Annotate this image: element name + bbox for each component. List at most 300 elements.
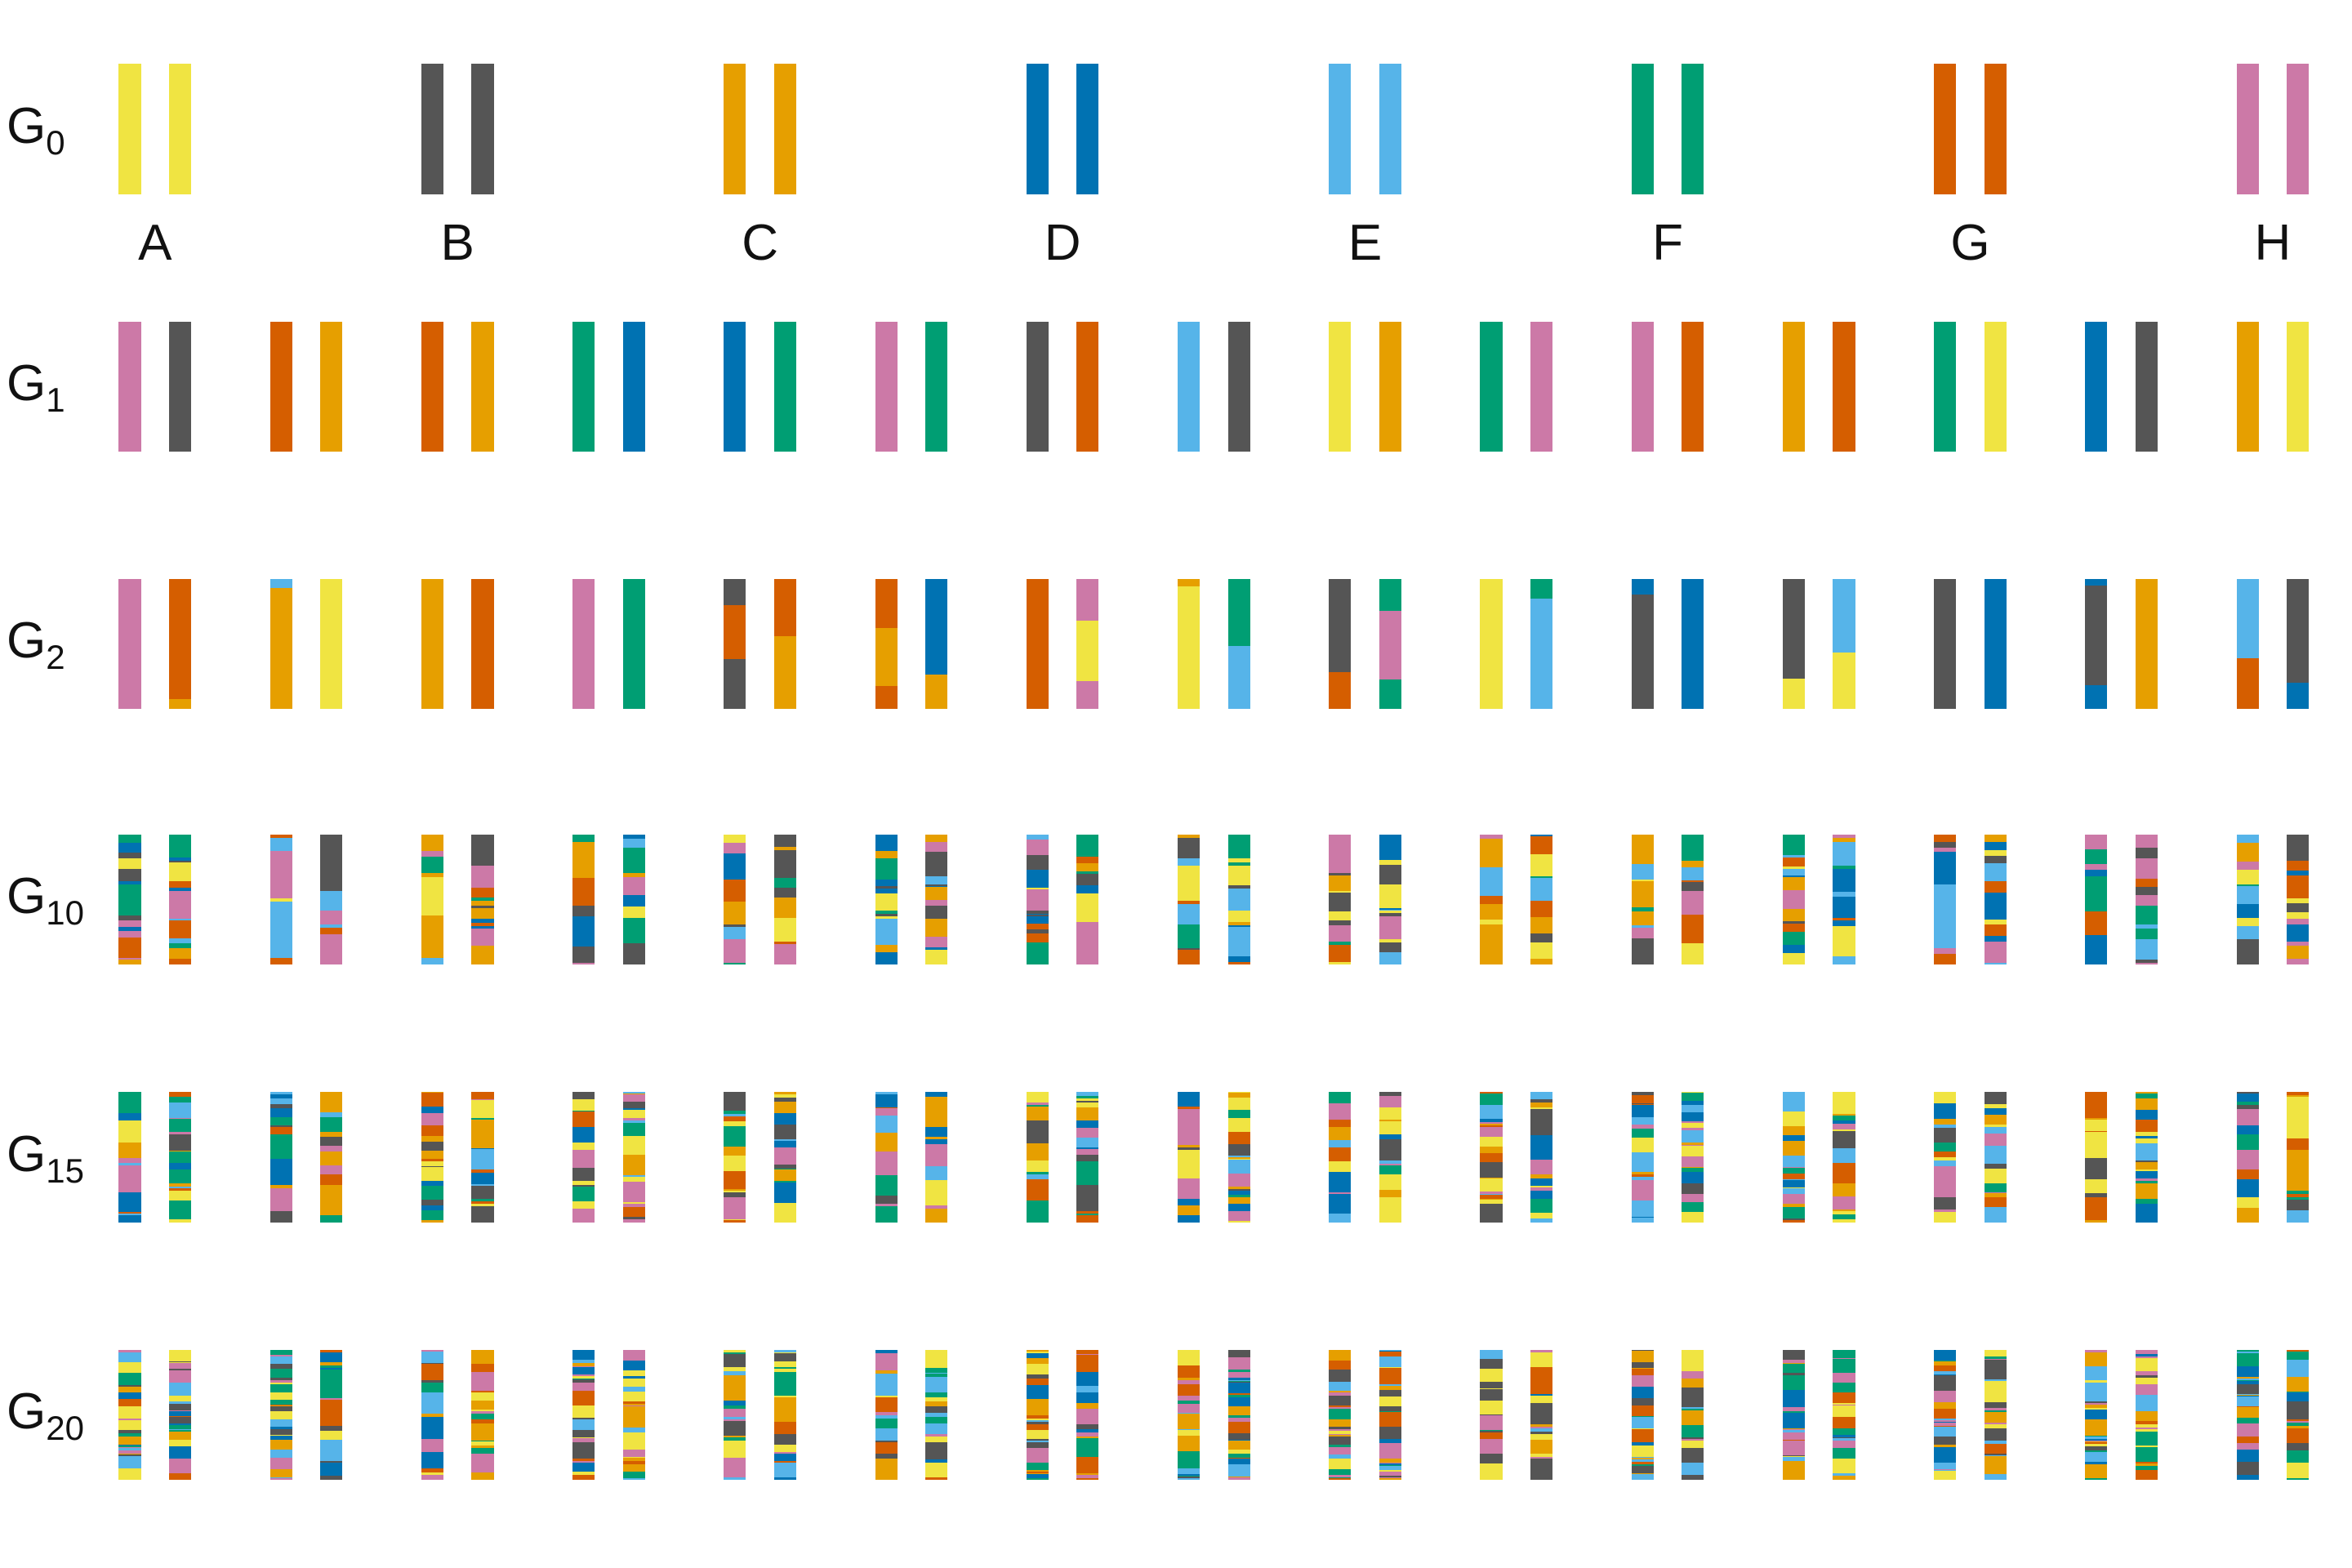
founder-segment-g — [1833, 1392, 1855, 1404]
chromosome-right — [1984, 322, 2007, 452]
founder-segment-a — [1178, 1150, 1200, 1178]
founder-segment-c — [1783, 322, 1805, 452]
chromosome-right — [169, 64, 191, 194]
founder-segment-b — [1480, 1454, 1502, 1464]
founder-segment-f — [320, 1215, 342, 1222]
founder-segment-d — [1228, 1397, 1250, 1406]
founder-segment-d — [1632, 1105, 1654, 1117]
founder-segment-c — [270, 588, 292, 709]
founder-segment-g — [320, 1174, 342, 1186]
founder-segment-a — [1329, 911, 1351, 920]
founder-segment-e — [1682, 1463, 1704, 1476]
founder-segment-b — [270, 1211, 292, 1223]
chromosome-left — [1934, 835, 1956, 964]
founder-segment-a — [2085, 1179, 2107, 1193]
founder-segment-f — [1178, 924, 1200, 948]
founder-segment-d — [2237, 1366, 2259, 1378]
founder-segment-g — [1632, 1405, 1654, 1417]
founder-segment-f — [1329, 1092, 1351, 1104]
founder-segment-h — [471, 866, 493, 889]
founder-segment-h — [270, 1458, 292, 1470]
chromosome-right — [2287, 579, 2309, 709]
founder-segment-a — [118, 1120, 140, 1143]
founder-segment-a — [623, 1136, 645, 1155]
founder-segment-b — [2136, 322, 2158, 452]
founder-segment-c — [2237, 1208, 2259, 1223]
founder-segment-c — [471, 946, 493, 965]
chromosome-left — [572, 322, 595, 452]
founder-segment-a — [1530, 854, 1552, 876]
founder-segment-f — [1027, 1200, 1049, 1222]
founder-segment-b — [1783, 579, 1805, 679]
founder-segment-g — [875, 1442, 898, 1454]
founder-segment-h — [2287, 64, 2309, 194]
founder-segment-a — [925, 1350, 947, 1369]
chromosome-left — [2237, 1350, 2259, 1480]
founder-segment-g — [169, 920, 191, 939]
founder-segment-f — [1379, 1165, 1401, 1175]
founder-segment-d — [1178, 1092, 1200, 1107]
founder-segment-h — [1228, 1357, 1250, 1370]
founder-segment-b — [1984, 1092, 2007, 1105]
founder-segment-c — [1984, 1412, 2007, 1423]
founder-segment-g — [1329, 1478, 1351, 1480]
chromosome-left — [875, 322, 898, 452]
chromosome-right — [1379, 64, 1401, 194]
founder-segment-a — [1228, 866, 1250, 886]
founder-segment-f — [1682, 835, 1704, 861]
founder-segment-c — [1783, 1126, 1805, 1136]
founder-segment-e — [2287, 1360, 2309, 1378]
founder-segment-c — [2237, 1407, 2259, 1419]
founder-segment-g — [1783, 1220, 1805, 1223]
generation-label-subscript: 0 — [46, 122, 65, 162]
founder-segment-g — [925, 1477, 947, 1480]
chromosome-right — [623, 1350, 645, 1480]
founder-segment-e — [118, 1352, 140, 1363]
founder-segment-c — [1480, 924, 1502, 964]
founder-segment-h — [320, 1165, 342, 1175]
founder-segment-c — [118, 1437, 140, 1446]
founder-segment-g — [1228, 962, 1250, 964]
founder-segment-b — [169, 322, 191, 452]
founder-segment-g — [2136, 1120, 2158, 1133]
founder-segment-a — [2085, 1120, 2107, 1132]
founder-segment-d — [1076, 64, 1098, 194]
chromosome-left — [1329, 64, 1351, 194]
founder-segment-e — [2237, 886, 2259, 905]
founder-segment-c — [320, 322, 342, 452]
founder-segment-h — [2237, 1150, 2259, 1170]
founder-segment-c — [1480, 904, 1502, 920]
founder-segment-g — [1984, 64, 2007, 194]
founder-segment-h — [471, 929, 493, 946]
generation-label — [7, 868, 84, 933]
founder-segment-d — [1379, 835, 1401, 860]
founder-segment-a — [1379, 884, 1401, 908]
founder-segment-c — [2287, 1377, 2309, 1392]
founder-segment-a — [774, 1203, 796, 1223]
founder-segment-f — [1178, 1451, 1200, 1469]
founder-segment-f — [2287, 1450, 2309, 1463]
founder-segment-h — [2136, 895, 2158, 906]
chromosome-right — [320, 1092, 342, 1222]
founder-segment-g — [2287, 1138, 2309, 1151]
founder-segment-b — [572, 1168, 595, 1182]
chromosome-right — [1379, 1092, 1401, 1222]
founder-segment-c — [1530, 959, 1552, 964]
chromosome-left — [1329, 322, 1351, 452]
founder-label-d: D — [1044, 214, 1081, 271]
founder-segment-c — [169, 948, 191, 960]
founder-segment-c — [774, 1102, 796, 1114]
founder-segment-a — [1027, 1092, 1049, 1103]
founder-segment-b — [1530, 1403, 1552, 1425]
founder-segment-c — [572, 842, 595, 879]
founder-segment-b — [1934, 1197, 1956, 1209]
founder-segment-b — [1934, 579, 1956, 709]
founder-segment-g — [2237, 1169, 2259, 1180]
founder-segment-e — [1833, 1148, 1855, 1164]
founder-segment-a — [471, 1392, 493, 1401]
chromosome-left — [2237, 1092, 2259, 1222]
founder-segment-c — [925, 1097, 947, 1127]
chromosome-right — [623, 1092, 645, 1222]
founder-segment-b — [1480, 1389, 1502, 1401]
founder-segment-c — [623, 1155, 645, 1176]
founder-segment-a — [2237, 1197, 2259, 1209]
founder-segment-f — [1783, 932, 1805, 946]
founder-segment-h — [1178, 1404, 1200, 1413]
founder-segment-a — [1530, 1352, 1552, 1368]
founder-segment-h — [875, 1152, 898, 1175]
chromosome-left — [2085, 1350, 2107, 1480]
founder-segment-a — [572, 1405, 595, 1418]
chromosome-right — [1076, 1092, 1098, 1222]
generation-label-subscript: 1 — [46, 380, 65, 419]
founder-segment-h — [2237, 1109, 2259, 1126]
chromosome-left — [2085, 835, 2107, 964]
founder-segment-c — [421, 835, 443, 851]
founder-segment-g — [471, 888, 493, 898]
chromosome-left — [1934, 1350, 1956, 1480]
founder-segment-h — [118, 579, 140, 709]
chromosome-left — [1027, 1092, 1049, 1222]
founder-segment-b — [925, 906, 947, 920]
founder-segment-h — [421, 1475, 443, 1480]
founder-segment-b — [1480, 1204, 1502, 1223]
founder-segment-h — [925, 1144, 947, 1167]
chromosome-left — [1632, 1092, 1654, 1222]
founder-segment-c — [875, 1133, 898, 1152]
founder-segment-e — [2085, 1452, 2107, 1462]
chromosome-right — [2287, 835, 2309, 964]
founder-segment-f — [2136, 1447, 2158, 1462]
founder-segment-a — [1228, 1221, 1250, 1223]
founder-segment-e — [1228, 646, 1250, 709]
founder-segment-h — [1530, 322, 1552, 452]
chromosome-left — [2085, 322, 2107, 452]
founder-segment-a — [1379, 1107, 1401, 1120]
founder-segment-f — [1934, 1143, 1956, 1152]
founder-segment-c — [471, 1401, 493, 1410]
founder-segment-b — [471, 1186, 493, 1200]
chromosome-left — [1480, 1350, 1502, 1480]
founder-segment-d — [875, 1094, 898, 1107]
founder-segment-c — [2237, 322, 2259, 452]
founder-segment-h — [1934, 1166, 1956, 1198]
founder-segment-g — [774, 1422, 796, 1435]
founder-segment-c — [875, 628, 898, 687]
chromosome-right — [2136, 835, 2158, 964]
founder-segment-f — [118, 884, 140, 915]
founder-segment-g — [1379, 1368, 1401, 1385]
founder-segment-g — [1076, 1215, 1098, 1223]
chromosome-left — [2237, 322, 2259, 452]
chromosome-right — [2136, 322, 2158, 452]
founder-segment-d — [925, 579, 947, 675]
founder-segment-d — [1682, 1172, 1704, 1184]
founder-segment-e — [1228, 1160, 1250, 1174]
founder-segment-b — [2287, 1200, 2309, 1211]
founder-segment-g — [572, 878, 595, 906]
founder-segment-b — [1329, 893, 1351, 912]
founder-segment-b — [1027, 855, 1049, 871]
founder-segment-h — [270, 1188, 292, 1212]
founder-segment-b — [2287, 579, 2309, 683]
founder-segment-d — [1783, 1390, 1805, 1408]
chromosome-left — [1329, 1092, 1351, 1222]
founder-segment-h — [724, 1458, 746, 1478]
founder-segment-b — [925, 852, 947, 877]
chromosome-left — [270, 579, 292, 709]
founder-segment-c — [1329, 875, 1351, 891]
founder-segment-e — [1682, 1130, 1704, 1143]
founder-segment-b — [1027, 322, 1049, 452]
founder-segment-a — [1076, 893, 1098, 922]
founder-segment-b — [774, 1125, 796, 1139]
founder-segment-e — [1984, 863, 2007, 882]
chromosome-left — [1934, 64, 1956, 194]
founder-segment-h — [2136, 858, 2158, 879]
founder-segment-d — [2237, 1450, 2259, 1462]
founder-segment-d — [875, 835, 898, 851]
chromosome-left — [875, 579, 898, 709]
founder-segment-d — [623, 322, 645, 452]
founder-segment-g — [1076, 322, 1098, 452]
founder-segment-h — [1027, 840, 1049, 856]
founder-segment-g — [875, 1397, 898, 1413]
founder-segment-a — [2287, 1463, 2309, 1478]
founder-segment-g — [118, 938, 140, 958]
founder-segment-g — [421, 1125, 443, 1137]
chromosome-left — [421, 835, 443, 964]
generation-label — [7, 1383, 84, 1447]
chromosome-left — [1783, 579, 1805, 709]
chromosome-left — [118, 1350, 140, 1480]
founder-segment-a — [1379, 1197, 1401, 1223]
founder-segment-b — [572, 1442, 595, 1459]
founder-segment-g — [1329, 1361, 1351, 1370]
founder-segment-d — [270, 1108, 292, 1118]
founder-segment-g — [724, 1171, 746, 1189]
founder-segment-h — [572, 1150, 595, 1169]
chromosome-right — [2136, 1092, 2158, 1222]
chromosome-left — [724, 579, 746, 709]
chromosome-left — [572, 1092, 595, 1222]
founder-segment-a — [774, 918, 796, 942]
chromosome-right — [2287, 1350, 2309, 1480]
chromosome-left — [421, 1092, 443, 1222]
founder-segment-c — [1480, 839, 1502, 869]
founder-segment-b — [1379, 1139, 1401, 1160]
founder-segment-e — [1480, 867, 1502, 896]
chromosome-right — [1076, 835, 1098, 964]
chromosome-left — [1934, 1092, 1956, 1222]
founder-segment-a — [1178, 866, 1200, 902]
founder-segment-h — [2237, 64, 2259, 194]
founder-segment-g — [1480, 1153, 1502, 1162]
founder-segment-h — [1027, 1448, 1049, 1463]
founder-segment-a — [1228, 1118, 1250, 1132]
chromosome-left — [118, 1092, 140, 1222]
chromosome-right — [1228, 1350, 1250, 1480]
founder-segment-b — [623, 943, 645, 965]
chromosome-left — [875, 835, 898, 964]
founder-segment-e — [1632, 1474, 1654, 1479]
founder-segment-f — [724, 963, 746, 965]
founder-segment-e — [1178, 322, 1200, 452]
generation-label-subscript: 2 — [46, 638, 65, 677]
founder-segment-d — [1682, 1112, 1704, 1122]
founder-segment-g — [2085, 911, 2107, 935]
founder-segment-a — [1480, 1137, 1502, 1147]
chromosome-right — [2287, 64, 2309, 194]
generation-label-base: G — [7, 354, 47, 412]
chromosome-left — [118, 64, 140, 194]
chromosome-right — [925, 322, 947, 452]
founder-segment-c — [724, 1375, 746, 1401]
founder-segment-a — [1682, 1146, 1704, 1157]
founder-segment-a — [169, 1219, 191, 1222]
founder-segment-g — [572, 1111, 595, 1128]
founder-segment-d — [1178, 1215, 1200, 1223]
founder-segment-d — [2237, 1125, 2259, 1135]
founder-segment-g — [270, 322, 292, 452]
chromosome-right — [320, 579, 342, 709]
founder-segment-b — [1833, 1131, 1855, 1148]
chromosome-right — [774, 64, 796, 194]
founder-segment-e — [2136, 1395, 2158, 1412]
chromosome-left — [1027, 1350, 1049, 1480]
founder-segment-b — [2237, 1462, 2259, 1476]
founder-segment-d — [421, 1452, 443, 1469]
founder-label-f: F — [1652, 214, 1683, 271]
founder-segment-d — [471, 1173, 493, 1185]
founder-segment-b — [1379, 1427, 1401, 1440]
chromosome-right — [1379, 579, 1401, 709]
founder-segment-a — [118, 858, 140, 870]
chromosome-right — [169, 1092, 191, 1222]
founder-segment-c — [724, 902, 746, 924]
founder-segment-a — [2136, 1358, 2158, 1372]
founder-segment-f — [1833, 1359, 1855, 1373]
founder-segment-e — [421, 1352, 443, 1363]
chromosome-right — [1833, 1092, 1855, 1222]
founder-segment-c — [724, 1147, 746, 1156]
founder-segment-h — [1934, 1391, 1956, 1403]
founder-segment-f — [2085, 849, 2107, 865]
founder-segment-c — [623, 1406, 645, 1428]
founder-segment-a — [1984, 1381, 2007, 1402]
founder-segment-a — [118, 1406, 140, 1419]
founder-segment-h — [1379, 1096, 1401, 1108]
founder-segment-h — [724, 1409, 746, 1418]
founder-segment-a — [1480, 1401, 1502, 1415]
founder-segment-e — [1530, 878, 1552, 901]
chromosome-right — [1530, 322, 1552, 452]
founder-segment-h — [270, 1478, 292, 1480]
founder-segment-d — [169, 1446, 191, 1459]
founder-segment-e — [1228, 889, 1250, 911]
founder-segment-c — [1833, 1476, 1855, 1480]
founder-segment-e — [1984, 1146, 2007, 1165]
founder-segment-a — [1682, 943, 1704, 965]
founder-segment-h — [1076, 579, 1098, 621]
founder-segment-e — [270, 579, 292, 589]
founder-segment-a — [1076, 621, 1098, 682]
founder-segment-d — [118, 1192, 140, 1213]
founder-segment-g — [1682, 915, 1704, 943]
founder-segment-h — [1379, 916, 1401, 939]
chromosome-right — [774, 322, 796, 452]
founder-segment-d — [421, 1417, 443, 1440]
founder-segment-g — [471, 579, 493, 709]
founder-segment-a — [1480, 1463, 1502, 1480]
founder-segment-h — [471, 1372, 493, 1392]
founder-segment-f — [169, 1152, 191, 1164]
founder-segment-a — [1379, 1121, 1401, 1134]
founder-segment-f — [1984, 1183, 2007, 1192]
founder-segment-c — [774, 636, 796, 709]
founder-segment-f — [169, 1169, 191, 1184]
chromosome-right — [1984, 1092, 2007, 1222]
founder-segment-b — [1530, 1109, 1552, 1136]
founder-segment-f — [1682, 1425, 1704, 1438]
founder-segment-f — [1783, 835, 1805, 856]
founder-segment-h — [1076, 681, 1098, 709]
founder-segment-d — [320, 1352, 342, 1362]
founder-segment-h — [1379, 611, 1401, 680]
chromosome-left — [270, 322, 292, 452]
founder-segment-c — [1783, 909, 1805, 922]
chromosome-right — [1833, 322, 1855, 452]
founder-segment-a — [471, 1100, 493, 1119]
founder-segment-b — [1783, 1350, 1805, 1361]
founder-segment-a — [270, 1411, 292, 1420]
founder-segment-b — [774, 888, 796, 898]
chromosome-right — [774, 579, 796, 709]
founder-segment-a — [1783, 679, 1805, 709]
founder-segment-e — [169, 1383, 191, 1396]
founder-segment-e — [925, 1377, 947, 1393]
founder-segment-e — [471, 1149, 493, 1170]
founder-segment-h — [1076, 1128, 1098, 1138]
chromosome-left — [1027, 322, 1049, 452]
founder-segment-f — [1783, 1364, 1805, 1373]
founder-segment-g — [875, 579, 898, 629]
chromosome-left — [1783, 1092, 1805, 1222]
